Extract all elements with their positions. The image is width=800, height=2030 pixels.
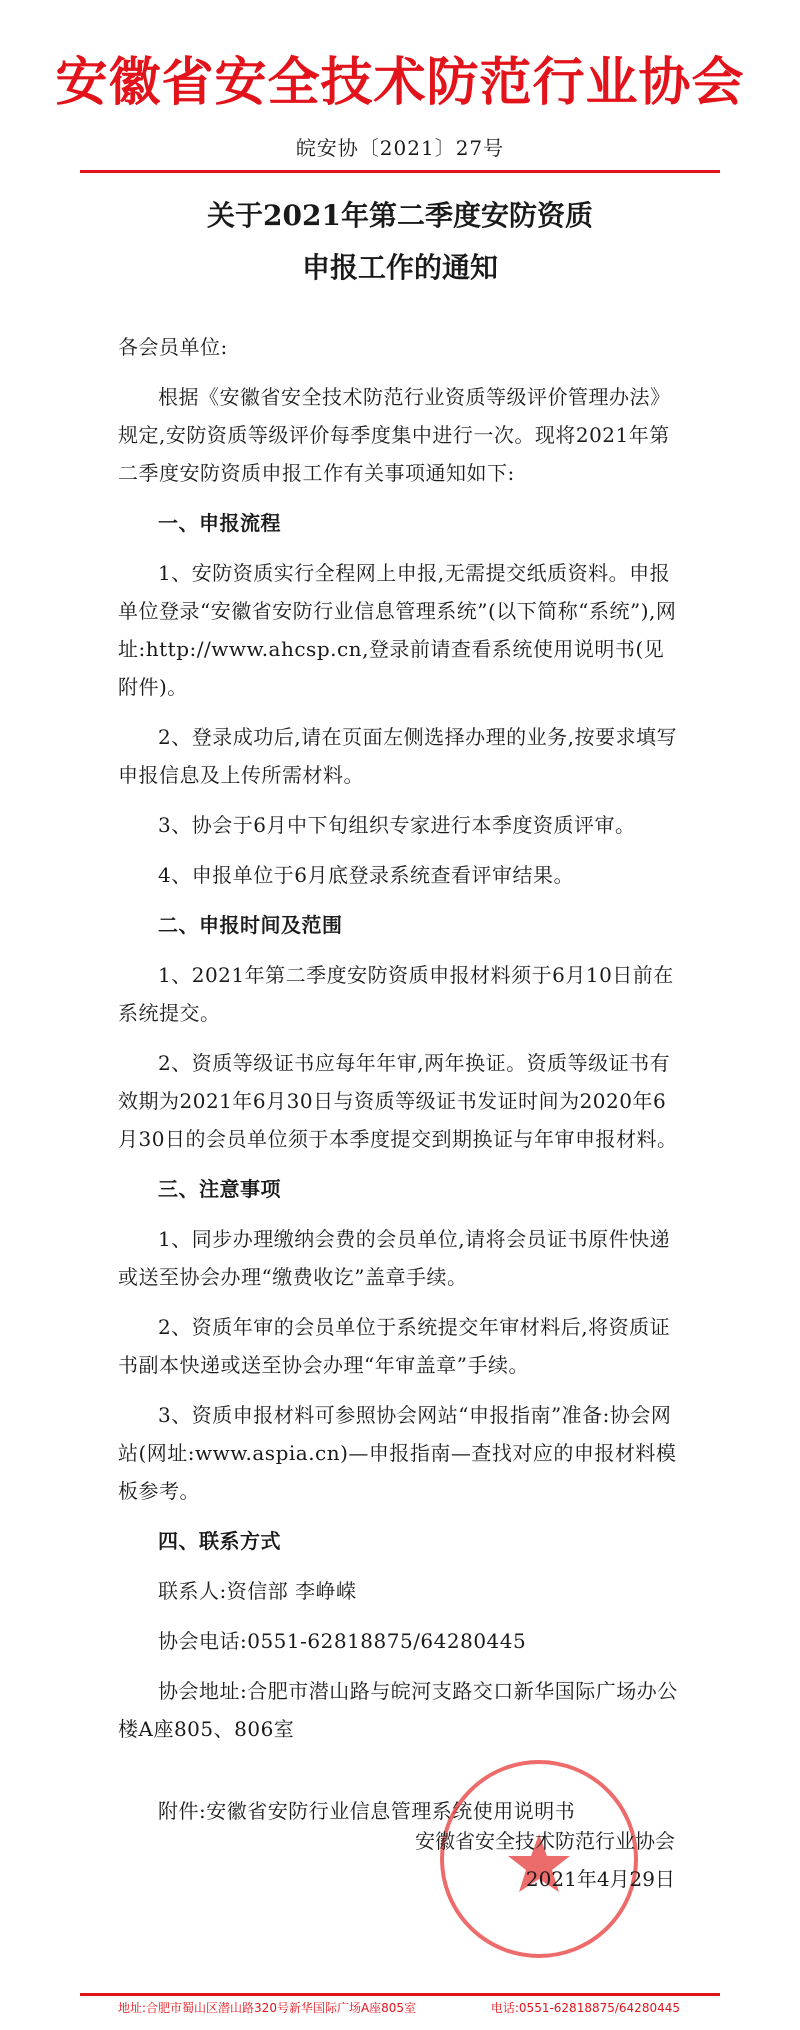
section-heading: 二、申报时间及范围	[158, 913, 343, 937]
section-heading: 一、申报流程	[158, 511, 281, 535]
document-number: 皖安协〔2021〕27号	[295, 136, 505, 160]
signature-date: 2021年4月29日	[525, 1867, 675, 1891]
section-heading: 四、联系方式	[158, 1529, 281, 1553]
footer-address: 地址:合肥市蜀山区潜山路320号新华国际广场A座805室	[118, 2001, 417, 2015]
attachment-note: 附件:安徽省安防行业信息管理系统使用说明书	[158, 1799, 576, 1823]
section-paragraph: 1、2021年第二季度安防资质申报材料须于6月10日前在系统提交。	[118, 963, 674, 1025]
contact-phone: 协会电话:0551-62818875/64280445	[158, 1629, 527, 1653]
section-paragraph: 2、登录成功后,请在页面左侧选择办理的业务,按要求填写申报信息及上传所需材料。	[118, 725, 677, 787]
contact-address: 协会地址:合肥市潜山路与皖河支路交口新华国际广场办公楼A座805、806室	[118, 1679, 678, 1741]
section-paragraph: 4、申报单位于6月底登录系统查看评审结果。	[158, 863, 574, 887]
section-heading: 三、注意事项	[158, 1177, 281, 1201]
signature-organization: 安徽省安全技术防范行业协会	[415, 1829, 675, 1853]
intro-paragraph: 根据《安徽省安全技术防范行业资质等级评价管理办法》规定,安防资质等级评价每季度集中进行一次。现将2021年第二季度安防资质申报工作有关事项通知如下:	[118, 385, 671, 485]
section-paragraph: 3、资质申报材料可参照协会网站“申报指南”准备:协会网站(网址:www.aspia.cn)—申报指南—查找对应的申报材料模板参考。	[118, 1403, 677, 1503]
section-paragraph: 3、协会于6月中下旬组织专家进行本季度资质评审。	[158, 813, 636, 837]
document-body	[118, 328, 678, 1842]
section-paragraph: 1、同步办理缴纳会费的会员单位,请将会员证书原件快递或送至协会办理“缴费收讫”盖章手续。	[118, 1227, 671, 1289]
footer-red-rule	[80, 1993, 720, 1996]
section-paragraph: 2、资质等级证书应每年年审,两年换证。资质等级证书有效期为2021年6月30日与资质等级证书发证时间为2020年6月30日的会员单位须于本季度提交到期换证与年审申报材料。	[118, 1051, 678, 1151]
title-line-1: 关于2021年第二季度安防资质	[207, 199, 593, 232]
header-red-rule	[80, 170, 720, 173]
organization-header: 安徽省安全技术防范行业协会	[55, 53, 745, 113]
footer-phone: 电话:0551-62818875/64280445	[490, 2001, 680, 2015]
salutation: 各会员单位:	[118, 335, 228, 359]
section-paragraph: 2、资质年审的会员单位于系统提交年审材料后,将资质证书副本快递或送至协会办理“年审盖章”手续。	[118, 1315, 671, 1377]
section-paragraph: 1、安防资质实行全程网上申报,无需提交纸质资料。申报单位登录“安徽省安防行业信息管理系统”(以下简称“系统”),网址:http://www.ahcsp.cn,登录前请查看系统使用说明书(见附件)。	[118, 561, 677, 699]
signature-block	[415, 1822, 675, 1898]
document-title	[0, 190, 800, 294]
title-line-2: 申报工作的通知	[301, 251, 498, 284]
contact-person: 联系人:资信部 李峥嵘	[158, 1579, 357, 1603]
